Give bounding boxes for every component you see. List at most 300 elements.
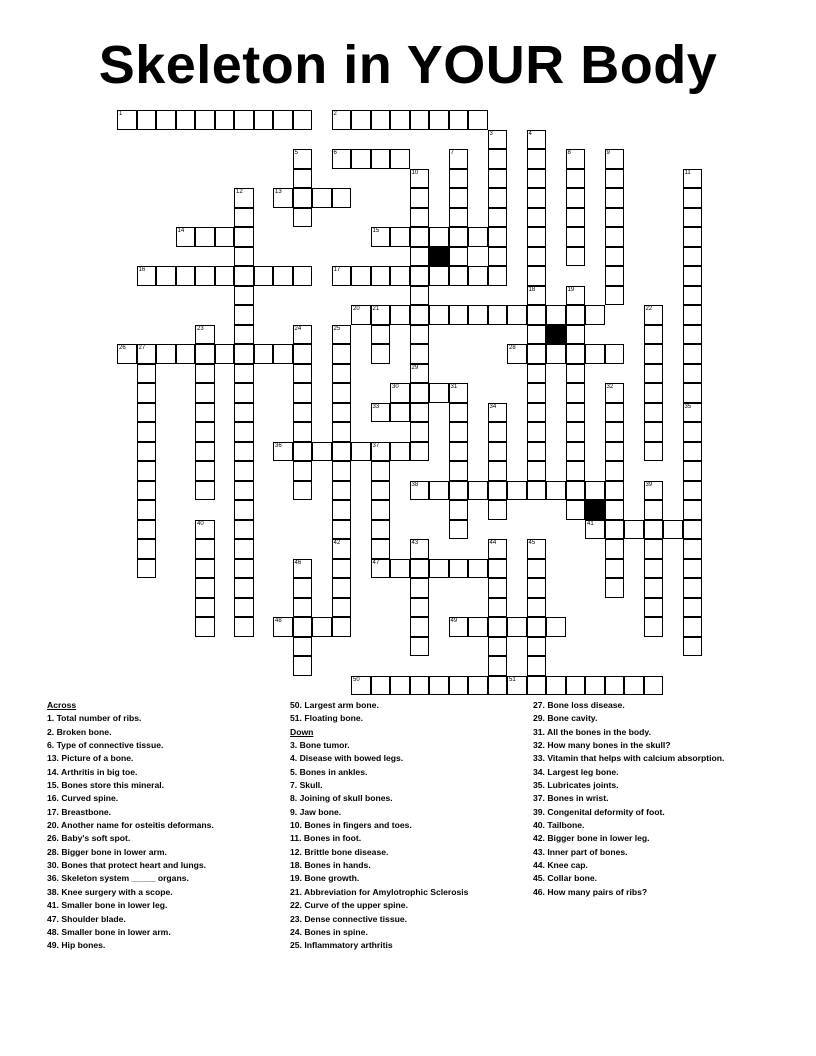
grid-cell[interactable] xyxy=(683,422,703,442)
grid-cell[interactable] xyxy=(605,286,625,306)
grid-cell[interactable] xyxy=(293,188,313,208)
grid-cell[interactable] xyxy=(488,266,508,286)
grid-cell[interactable] xyxy=(215,344,235,364)
grid-cell[interactable] xyxy=(293,637,313,657)
grid-cell[interactable] xyxy=(195,383,215,403)
grid-cell[interactable] xyxy=(527,656,547,676)
grid-cell[interactable] xyxy=(468,676,488,696)
grid-cell[interactable] xyxy=(390,442,410,462)
grid-cell[interactable] xyxy=(644,559,664,579)
grid-cell[interactable] xyxy=(371,227,391,247)
grid-cell[interactable] xyxy=(137,539,157,559)
grid-cell[interactable] xyxy=(527,461,547,481)
grid-cell[interactable] xyxy=(566,383,586,403)
grid-cell[interactable] xyxy=(527,403,547,423)
grid-cell[interactable] xyxy=(410,598,430,618)
grid-cell[interactable] xyxy=(527,266,547,286)
grid-cell[interactable] xyxy=(527,676,547,696)
grid-cell[interactable] xyxy=(566,169,586,189)
grid-cell[interactable] xyxy=(605,344,625,364)
grid-cell[interactable] xyxy=(195,520,215,540)
grid-cell[interactable] xyxy=(449,383,469,403)
grid-cell[interactable] xyxy=(644,383,664,403)
grid-cell[interactable] xyxy=(293,598,313,618)
grid-cell[interactable] xyxy=(293,344,313,364)
grid-cell[interactable] xyxy=(176,110,196,130)
grid-cell[interactable] xyxy=(566,149,586,169)
grid-cell[interactable] xyxy=(195,403,215,423)
grid-cell[interactable] xyxy=(137,422,157,442)
grid-cell[interactable] xyxy=(137,266,157,286)
grid-cell[interactable] xyxy=(683,169,703,189)
grid-cell[interactable] xyxy=(429,481,449,501)
grid-cell[interactable] xyxy=(332,149,352,169)
grid-cell[interactable] xyxy=(390,559,410,579)
grid-cell[interactable] xyxy=(566,325,586,345)
grid-cell[interactable] xyxy=(585,344,605,364)
grid-cell[interactable] xyxy=(351,305,371,325)
grid-cell[interactable] xyxy=(293,578,313,598)
grid-cell[interactable] xyxy=(234,208,254,228)
grid-cell[interactable] xyxy=(468,305,488,325)
grid-cell[interactable] xyxy=(195,266,215,286)
grid-cell[interactable] xyxy=(449,520,469,540)
grid-cell[interactable] xyxy=(605,539,625,559)
grid-cell[interactable] xyxy=(293,403,313,423)
grid-cell[interactable] xyxy=(156,266,176,286)
grid-cell[interactable] xyxy=(449,149,469,169)
grid-cell[interactable] xyxy=(527,617,547,637)
grid-cell[interactable] xyxy=(644,578,664,598)
grid-cell[interactable] xyxy=(410,442,430,462)
grid-cell[interactable] xyxy=(293,559,313,579)
grid-cell[interactable] xyxy=(410,344,430,364)
grid-cell[interactable] xyxy=(234,461,254,481)
grid-cell[interactable] xyxy=(527,149,547,169)
grid-cell[interactable] xyxy=(488,656,508,676)
grid-cell[interactable] xyxy=(293,383,313,403)
grid-cell[interactable] xyxy=(566,286,586,306)
grid-cell[interactable] xyxy=(488,539,508,559)
grid-cell[interactable] xyxy=(410,325,430,345)
grid-cell[interactable] xyxy=(644,500,664,520)
grid-cell[interactable] xyxy=(410,208,430,228)
grid-cell[interactable] xyxy=(585,481,605,501)
grid-cell[interactable] xyxy=(371,559,391,579)
grid-cell[interactable] xyxy=(390,403,410,423)
grid-cell[interactable] xyxy=(195,578,215,598)
grid-cell[interactable] xyxy=(527,442,547,462)
grid-cell[interactable] xyxy=(234,325,254,345)
grid-cell[interactable] xyxy=(293,481,313,501)
grid-cell[interactable] xyxy=(566,305,586,325)
grid-cell[interactable] xyxy=(683,637,703,657)
grid-cell[interactable] xyxy=(195,481,215,501)
grid-cell[interactable] xyxy=(605,403,625,423)
grid-cell[interactable] xyxy=(449,247,469,267)
grid-cell[interactable] xyxy=(371,344,391,364)
grid-cell[interactable] xyxy=(507,305,527,325)
grid-cell[interactable] xyxy=(195,344,215,364)
grid-cell[interactable] xyxy=(137,559,157,579)
grid-cell[interactable] xyxy=(683,539,703,559)
grid-cell[interactable] xyxy=(195,617,215,637)
grid-cell[interactable] xyxy=(293,208,313,228)
grid-cell[interactable] xyxy=(449,188,469,208)
grid-cell[interactable] xyxy=(468,110,488,130)
grid-cell[interactable] xyxy=(605,481,625,501)
grid-cell[interactable] xyxy=(527,578,547,598)
grid-cell[interactable] xyxy=(390,227,410,247)
grid-cell[interactable] xyxy=(566,442,586,462)
grid-cell[interactable] xyxy=(332,422,352,442)
grid-cell[interactable] xyxy=(683,188,703,208)
grid-cell[interactable] xyxy=(683,305,703,325)
grid-cell[interactable] xyxy=(468,559,488,579)
grid-cell[interactable] xyxy=(410,617,430,637)
grid-cell[interactable] xyxy=(410,481,430,501)
grid-cell[interactable] xyxy=(410,383,430,403)
grid-cell[interactable] xyxy=(605,169,625,189)
grid-cell[interactable] xyxy=(546,481,566,501)
grid-cell[interactable] xyxy=(371,149,391,169)
grid-cell[interactable] xyxy=(488,637,508,657)
grid-cell[interactable] xyxy=(156,344,176,364)
grid-cell[interactable] xyxy=(644,481,664,501)
grid-cell[interactable] xyxy=(293,442,313,462)
grid-cell[interactable] xyxy=(429,383,449,403)
grid-cell[interactable] xyxy=(390,305,410,325)
grid-cell[interactable] xyxy=(527,208,547,228)
grid-cell[interactable] xyxy=(195,422,215,442)
grid-cell[interactable] xyxy=(371,500,391,520)
grid-cell[interactable] xyxy=(215,110,235,130)
grid-cell[interactable] xyxy=(449,461,469,481)
grid-cell[interactable] xyxy=(390,383,410,403)
grid-cell[interactable] xyxy=(332,344,352,364)
grid-cell[interactable] xyxy=(644,403,664,423)
grid-cell[interactable] xyxy=(234,364,254,384)
grid-cell[interactable] xyxy=(371,539,391,559)
grid-cell[interactable] xyxy=(293,617,313,637)
grid-cell[interactable] xyxy=(683,481,703,501)
grid-cell[interactable] xyxy=(605,266,625,286)
grid-cell[interactable] xyxy=(293,325,313,345)
grid-cell[interactable] xyxy=(273,344,293,364)
grid-cell[interactable] xyxy=(371,325,391,345)
grid-cell[interactable] xyxy=(488,130,508,150)
grid-cell[interactable] xyxy=(488,422,508,442)
grid-cell[interactable] xyxy=(351,442,371,462)
grid-cell[interactable] xyxy=(488,500,508,520)
grid-cell[interactable] xyxy=(176,266,196,286)
grid-cell[interactable] xyxy=(566,676,586,696)
grid-cell[interactable] xyxy=(410,188,430,208)
grid-cell[interactable] xyxy=(234,598,254,618)
grid-cell[interactable] xyxy=(488,403,508,423)
grid-cell[interactable] xyxy=(410,364,430,384)
grid-cell[interactable] xyxy=(137,364,157,384)
grid-cell[interactable] xyxy=(332,520,352,540)
grid-cell[interactable] xyxy=(429,110,449,130)
grid-cell[interactable] xyxy=(371,110,391,130)
grid-cell[interactable] xyxy=(390,149,410,169)
grid-cell[interactable] xyxy=(293,110,313,130)
grid-cell[interactable] xyxy=(488,598,508,618)
grid-cell[interactable] xyxy=(566,344,586,364)
grid-cell[interactable] xyxy=(312,617,332,637)
grid-cell[interactable] xyxy=(449,559,469,579)
grid-cell[interactable] xyxy=(137,344,157,364)
grid-cell[interactable] xyxy=(410,110,430,130)
grid-cell[interactable] xyxy=(527,325,547,345)
grid-cell[interactable] xyxy=(254,344,274,364)
grid-cell[interactable] xyxy=(605,208,625,228)
grid-cell[interactable] xyxy=(585,676,605,696)
grid-cell[interactable] xyxy=(410,559,430,579)
grid-cell[interactable] xyxy=(566,481,586,501)
grid-cell[interactable] xyxy=(351,149,371,169)
grid-cell[interactable] xyxy=(546,344,566,364)
grid-cell[interactable] xyxy=(195,442,215,462)
grid-cell[interactable] xyxy=(488,578,508,598)
grid-cell[interactable] xyxy=(449,481,469,501)
grid-cell[interactable] xyxy=(527,305,547,325)
grid-cell[interactable] xyxy=(449,305,469,325)
grid-cell[interactable] xyxy=(488,442,508,462)
grid-cell[interactable] xyxy=(683,286,703,306)
grid-cell[interactable] xyxy=(527,227,547,247)
grid-cell[interactable] xyxy=(234,247,254,267)
grid-cell[interactable] xyxy=(488,188,508,208)
grid-cell[interactable] xyxy=(449,676,469,696)
grid-cell[interactable] xyxy=(332,539,352,559)
grid-cell[interactable] xyxy=(683,578,703,598)
grid-cell[interactable] xyxy=(351,266,371,286)
grid-cell[interactable] xyxy=(644,520,664,540)
grid-cell[interactable] xyxy=(488,247,508,267)
grid-cell[interactable] xyxy=(507,617,527,637)
grid-cell[interactable] xyxy=(332,481,352,501)
grid-cell[interactable] xyxy=(234,286,254,306)
grid-cell[interactable] xyxy=(605,676,625,696)
grid-cell[interactable] xyxy=(488,227,508,247)
grid-cell[interactable] xyxy=(566,247,586,267)
grid-cell[interactable] xyxy=(176,227,196,247)
grid-cell[interactable] xyxy=(605,578,625,598)
grid-cell[interactable] xyxy=(371,442,391,462)
grid-cell[interactable] xyxy=(488,208,508,228)
grid-cell[interactable] xyxy=(488,676,508,696)
grid-cell[interactable] xyxy=(566,500,586,520)
grid-cell[interactable] xyxy=(390,266,410,286)
grid-cell[interactable] xyxy=(137,403,157,423)
grid-cell[interactable] xyxy=(527,130,547,150)
grid-cell[interactable] xyxy=(683,247,703,267)
grid-cell[interactable] xyxy=(605,149,625,169)
grid-cell[interactable] xyxy=(683,461,703,481)
grid-cell[interactable] xyxy=(273,188,293,208)
grid-cell[interactable] xyxy=(410,169,430,189)
grid-cell[interactable] xyxy=(332,383,352,403)
grid-cell[interactable] xyxy=(410,539,430,559)
grid-cell[interactable] xyxy=(644,325,664,345)
grid-cell[interactable] xyxy=(371,461,391,481)
grid-cell[interactable] xyxy=(663,520,683,540)
grid-cell[interactable] xyxy=(195,110,215,130)
grid-cell[interactable] xyxy=(234,227,254,247)
grid-cell[interactable] xyxy=(449,227,469,247)
grid-cell[interactable] xyxy=(683,364,703,384)
grid-cell[interactable] xyxy=(351,110,371,130)
grid-cell[interactable] xyxy=(234,520,254,540)
grid-cell[interactable] xyxy=(390,110,410,130)
grid-cell[interactable] xyxy=(195,364,215,384)
grid-cell[interactable] xyxy=(176,344,196,364)
grid-cell[interactable] xyxy=(546,305,566,325)
grid-cell[interactable] xyxy=(468,227,488,247)
grid-cell[interactable] xyxy=(234,383,254,403)
grid-cell[interactable] xyxy=(332,188,352,208)
grid-cell[interactable] xyxy=(273,266,293,286)
grid-cell[interactable] xyxy=(429,676,449,696)
grid-cell[interactable] xyxy=(137,481,157,501)
grid-cell[interactable] xyxy=(527,637,547,657)
grid-cell[interactable] xyxy=(254,266,274,286)
grid-cell[interactable] xyxy=(683,227,703,247)
grid-cell[interactable] xyxy=(429,305,449,325)
grid-cell[interactable] xyxy=(273,442,293,462)
grid-cell[interactable] xyxy=(683,344,703,364)
grid-cell[interactable] xyxy=(234,188,254,208)
grid-cell[interactable] xyxy=(566,422,586,442)
grid-cell[interactable] xyxy=(195,559,215,579)
grid-cell[interactable] xyxy=(117,110,137,130)
grid-cell[interactable] xyxy=(234,110,254,130)
grid-cell[interactable] xyxy=(449,110,469,130)
grid-cell[interactable] xyxy=(449,617,469,637)
grid-cell[interactable] xyxy=(117,344,137,364)
grid-cell[interactable] xyxy=(215,266,235,286)
grid-cell[interactable] xyxy=(605,383,625,403)
grid-cell[interactable] xyxy=(605,247,625,267)
grid-cell[interactable] xyxy=(605,520,625,540)
grid-cell[interactable] xyxy=(156,110,176,130)
grid-cell[interactable] xyxy=(449,169,469,189)
grid-cell[interactable] xyxy=(644,344,664,364)
grid-cell[interactable] xyxy=(312,442,332,462)
grid-cell[interactable] xyxy=(683,325,703,345)
grid-cell[interactable] xyxy=(332,559,352,579)
grid-cell[interactable] xyxy=(527,422,547,442)
grid-cell[interactable] xyxy=(332,325,352,345)
grid-cell[interactable] xyxy=(585,305,605,325)
grid-cell[interactable] xyxy=(527,559,547,579)
grid-cell[interactable] xyxy=(293,461,313,481)
grid-cell[interactable] xyxy=(468,481,488,501)
grid-cell[interactable] xyxy=(371,403,391,423)
grid-cell[interactable] xyxy=(527,286,547,306)
grid-cell[interactable] xyxy=(234,559,254,579)
grid-cell[interactable] xyxy=(527,364,547,384)
grid-cell[interactable] xyxy=(683,520,703,540)
grid-cell[interactable] xyxy=(605,422,625,442)
grid-cell[interactable] xyxy=(644,617,664,637)
grid-cell[interactable] xyxy=(683,403,703,423)
grid-cell[interactable] xyxy=(390,676,410,696)
grid-cell[interactable] xyxy=(683,559,703,579)
grid-cell[interactable] xyxy=(332,442,352,462)
grid-cell[interactable] xyxy=(332,266,352,286)
grid-cell[interactable] xyxy=(137,383,157,403)
grid-cell[interactable] xyxy=(507,344,527,364)
grid-cell[interactable] xyxy=(527,344,547,364)
grid-cell[interactable] xyxy=(234,305,254,325)
grid-cell[interactable] xyxy=(195,325,215,345)
grid-cell[interactable] xyxy=(234,481,254,501)
grid-cell[interactable] xyxy=(644,676,664,696)
grid-cell[interactable] xyxy=(293,169,313,189)
grid-cell[interactable] xyxy=(410,305,430,325)
grid-cell[interactable] xyxy=(605,461,625,481)
grid-cell[interactable] xyxy=(332,598,352,618)
grid-cell[interactable] xyxy=(293,149,313,169)
grid-cell[interactable] xyxy=(234,403,254,423)
grid-cell[interactable] xyxy=(410,578,430,598)
grid-cell[interactable] xyxy=(527,598,547,618)
grid-cell[interactable] xyxy=(273,110,293,130)
grid-cell[interactable] xyxy=(449,500,469,520)
grid-cell[interactable] xyxy=(371,520,391,540)
grid-cell[interactable] xyxy=(332,500,352,520)
grid-cell[interactable] xyxy=(449,442,469,462)
grid-cell[interactable] xyxy=(527,169,547,189)
grid-cell[interactable] xyxy=(429,559,449,579)
grid-cell[interactable] xyxy=(605,500,625,520)
grid-cell[interactable] xyxy=(566,227,586,247)
grid-cell[interactable] xyxy=(137,500,157,520)
grid-cell[interactable] xyxy=(410,422,430,442)
grid-cell[interactable] xyxy=(644,442,664,462)
grid-cell[interactable] xyxy=(410,403,430,423)
grid-cell[interactable] xyxy=(566,188,586,208)
grid-cell[interactable] xyxy=(527,383,547,403)
grid-cell[interactable] xyxy=(566,364,586,384)
grid-cell[interactable] xyxy=(293,422,313,442)
grid-cell[interactable] xyxy=(488,481,508,501)
grid-cell[interactable] xyxy=(371,266,391,286)
grid-cell[interactable] xyxy=(449,422,469,442)
grid-cell[interactable] xyxy=(137,442,157,462)
grid-cell[interactable] xyxy=(254,110,274,130)
grid-cell[interactable] xyxy=(332,403,352,423)
grid-cell[interactable] xyxy=(293,364,313,384)
grid-cell[interactable] xyxy=(683,266,703,286)
grid-cell[interactable] xyxy=(644,539,664,559)
grid-cell[interactable] xyxy=(605,442,625,462)
grid-cell[interactable] xyxy=(468,617,488,637)
grid-cell[interactable] xyxy=(527,539,547,559)
grid-cell[interactable] xyxy=(546,617,566,637)
grid-cell[interactable] xyxy=(683,500,703,520)
grid-cell[interactable] xyxy=(215,227,235,247)
grid-cell[interactable] xyxy=(488,149,508,169)
grid-cell[interactable] xyxy=(507,676,527,696)
grid-cell[interactable] xyxy=(585,520,605,540)
grid-cell[interactable] xyxy=(546,676,566,696)
grid-cell[interactable] xyxy=(234,442,254,462)
grid-cell[interactable] xyxy=(449,266,469,286)
